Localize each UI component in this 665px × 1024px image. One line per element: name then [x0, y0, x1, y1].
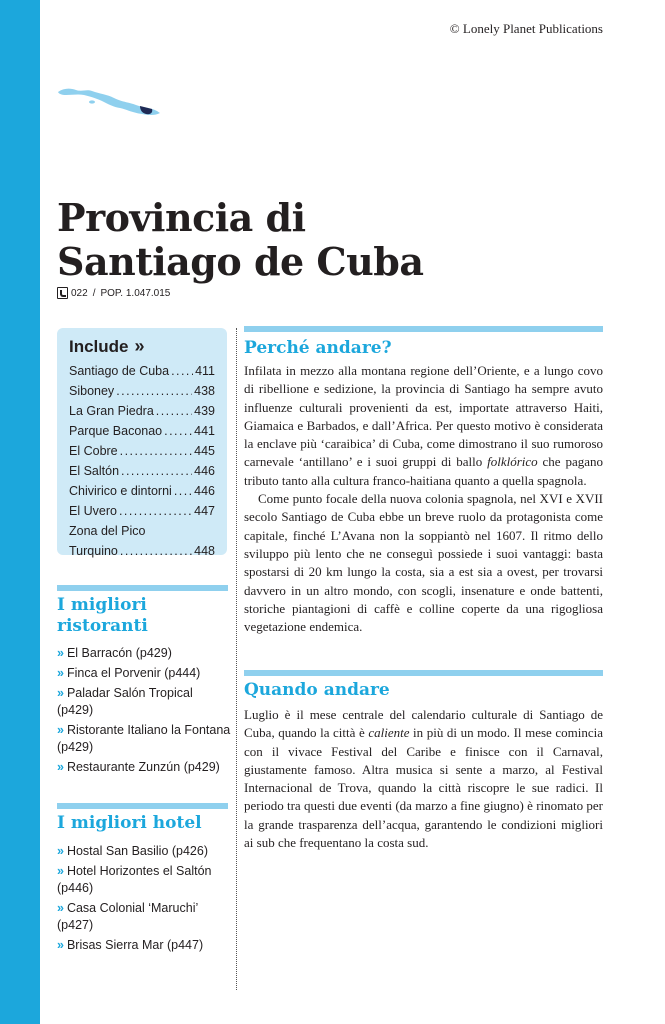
province-meta — [57, 287, 170, 299]
restaurants-heading: I migliori ristoranti — [57, 595, 148, 636]
include-item[interactable]: Zona del Pico Turquino . . . 448 — [69, 521, 215, 561]
include-box — [57, 328, 227, 558]
include-list — [69, 361, 215, 521]
phone-code: 022 — [71, 287, 88, 299]
chevron-right-icon: » — [57, 844, 64, 858]
when-go-rule — [244, 670, 603, 676]
population: POP. 1.047.015 — [100, 287, 171, 299]
list-item[interactable]: » Paladar Salón Tropical (p429) — [57, 686, 193, 717]
include-item[interactable]: Parque Baconao . . . 441 — [69, 421, 215, 441]
left-color-bar — [0, 0, 40, 1024]
chevron-right-icon: » — [57, 723, 64, 737]
why-go-text — [244, 362, 603, 636]
restaurants-list — [57, 645, 232, 779]
include-title: Include » — [69, 336, 145, 356]
include-item[interactable]: Santiago de Cuba . . . 411 — [69, 361, 215, 381]
include-item[interactable]: Chivirico e dintorni . . . 446 — [69, 481, 215, 501]
title-line-1: Provincia di — [57, 195, 306, 240]
when-go-heading: Quando andare — [244, 680, 390, 700]
chevron-right-icon: » — [57, 646, 64, 660]
include-item[interactable]: El Uvero . . . 447 — [69, 501, 215, 521]
list-item[interactable]: » Brisas Sierra Mar (p447) — [57, 938, 204, 952]
chevron-right-icon: » — [57, 686, 64, 700]
list-item[interactable]: » El Barracón (p429) — [57, 646, 172, 660]
include-item[interactable]: El Cobre . . . 445 — [69, 441, 215, 461]
chevron-right-icon: » — [57, 666, 64, 680]
why-go-heading: Perché andare? — [244, 338, 392, 358]
include-item[interactable]: Siboney . . . 438 — [69, 381, 215, 401]
list-item[interactable]: » Hostal San Basilio (p426) — [57, 844, 208, 858]
page-title — [57, 196, 424, 284]
when-go-text — [244, 706, 603, 852]
hotels-rule — [57, 803, 228, 809]
chevron-right-icon: » — [57, 901, 64, 915]
list-item[interactable]: » Restaurante Zunzún (p429) — [57, 760, 220, 774]
chevron-right-icon: » — [57, 760, 64, 774]
hotels-list — [57, 843, 232, 957]
why-go-paragraph-1: Infilata in mezzo alla montana regione dell’Oriente, e a lungo covo di ribellione e sedizione, la provincia di Santiago ha sempre avuto influenze culturali provenienti da est, importate attraverso Haiti, Giamaica e Barbados, e dall’Africa. Per questo motivo è considerata la enclave più ‘caraibica’ di Cuba, come dimostrano il suo rumoroso carnevale ‘antillano’ e i suoi gruppi di ballo folklórico che pagano tributo tanto alla cultura franco-haitiana quanto a quella spagnola. — [244, 363, 603, 488]
include-item[interactable]: El Saltón . . . 446 — [69, 461, 215, 481]
why-go-paragraph-2: Come punto focale della nuova colonia spagnola, nel XVI e XVII secolo Santiago de Cuba ebbe un breve ruolo da protagonista come capitale, finché L’Avana non la soppiantò nel 1607. Il ritmo dello sviluppo più lento che ne conseguì possiede i suoi vantaggi: basta spostarsi di 20 km lungo la costa, sia a est sia a ovest, per trovarsi davvero in un altro mondo, con scogli, insenature e onde battenti, storiche piantagioni di caffè e colline coperte da una rigogliosa vegetazione endemica. — [244, 491, 603, 635]
meta-separator: / — [92, 287, 96, 299]
hotels-heading: I migliori hotel — [57, 813, 202, 833]
when-go-paragraph: Luglio è il mese centrale del calendario culturale di Santiago de Cuba, quando la città è caliente in più di un modo. Il mese comincia con il vivace Festival del Caribe e finisce con il Carnaval, giustamente famoso. Altra musica si sente a marzo, al Festival Internacional de Trova, quando la città riscopre le sue radici. Il periodo tra questi due eventi (da marzo a fine giugno) è rinomato per la grande trasparenza dell’acqua, garantendo le condizioni migliori ai sub che frequentano la costa sud. — [244, 707, 603, 851]
list-item[interactable]: » Ristorante Italiano la Fontana (p429) — [57, 723, 231, 754]
publisher-credit: © Lonely Planet Publications — [449, 21, 603, 36]
why-go-rule — [244, 326, 603, 332]
chevron-right-icon: » — [57, 864, 64, 878]
restaurants-rule — [57, 585, 228, 591]
list-item[interactable]: » Casa Colonial ‘Maruchi’ (p427) — [57, 901, 198, 932]
double-chevron-right-icon: » — [134, 336, 145, 356]
list-item[interactable]: » Finca el Porvenir (p444) — [57, 666, 201, 680]
column-divider — [236, 328, 237, 990]
include-item[interactable]: La Gran Piedra . . . 439 — [69, 401, 215, 421]
cuba-locator-map — [56, 80, 162, 120]
phone-icon — [57, 287, 68, 299]
list-item[interactable]: » Hotel Horizontes el Saltón (p446) — [57, 864, 212, 895]
chevron-right-icon: » — [57, 938, 64, 952]
title-line-2: Santiago de Cuba — [57, 239, 424, 284]
